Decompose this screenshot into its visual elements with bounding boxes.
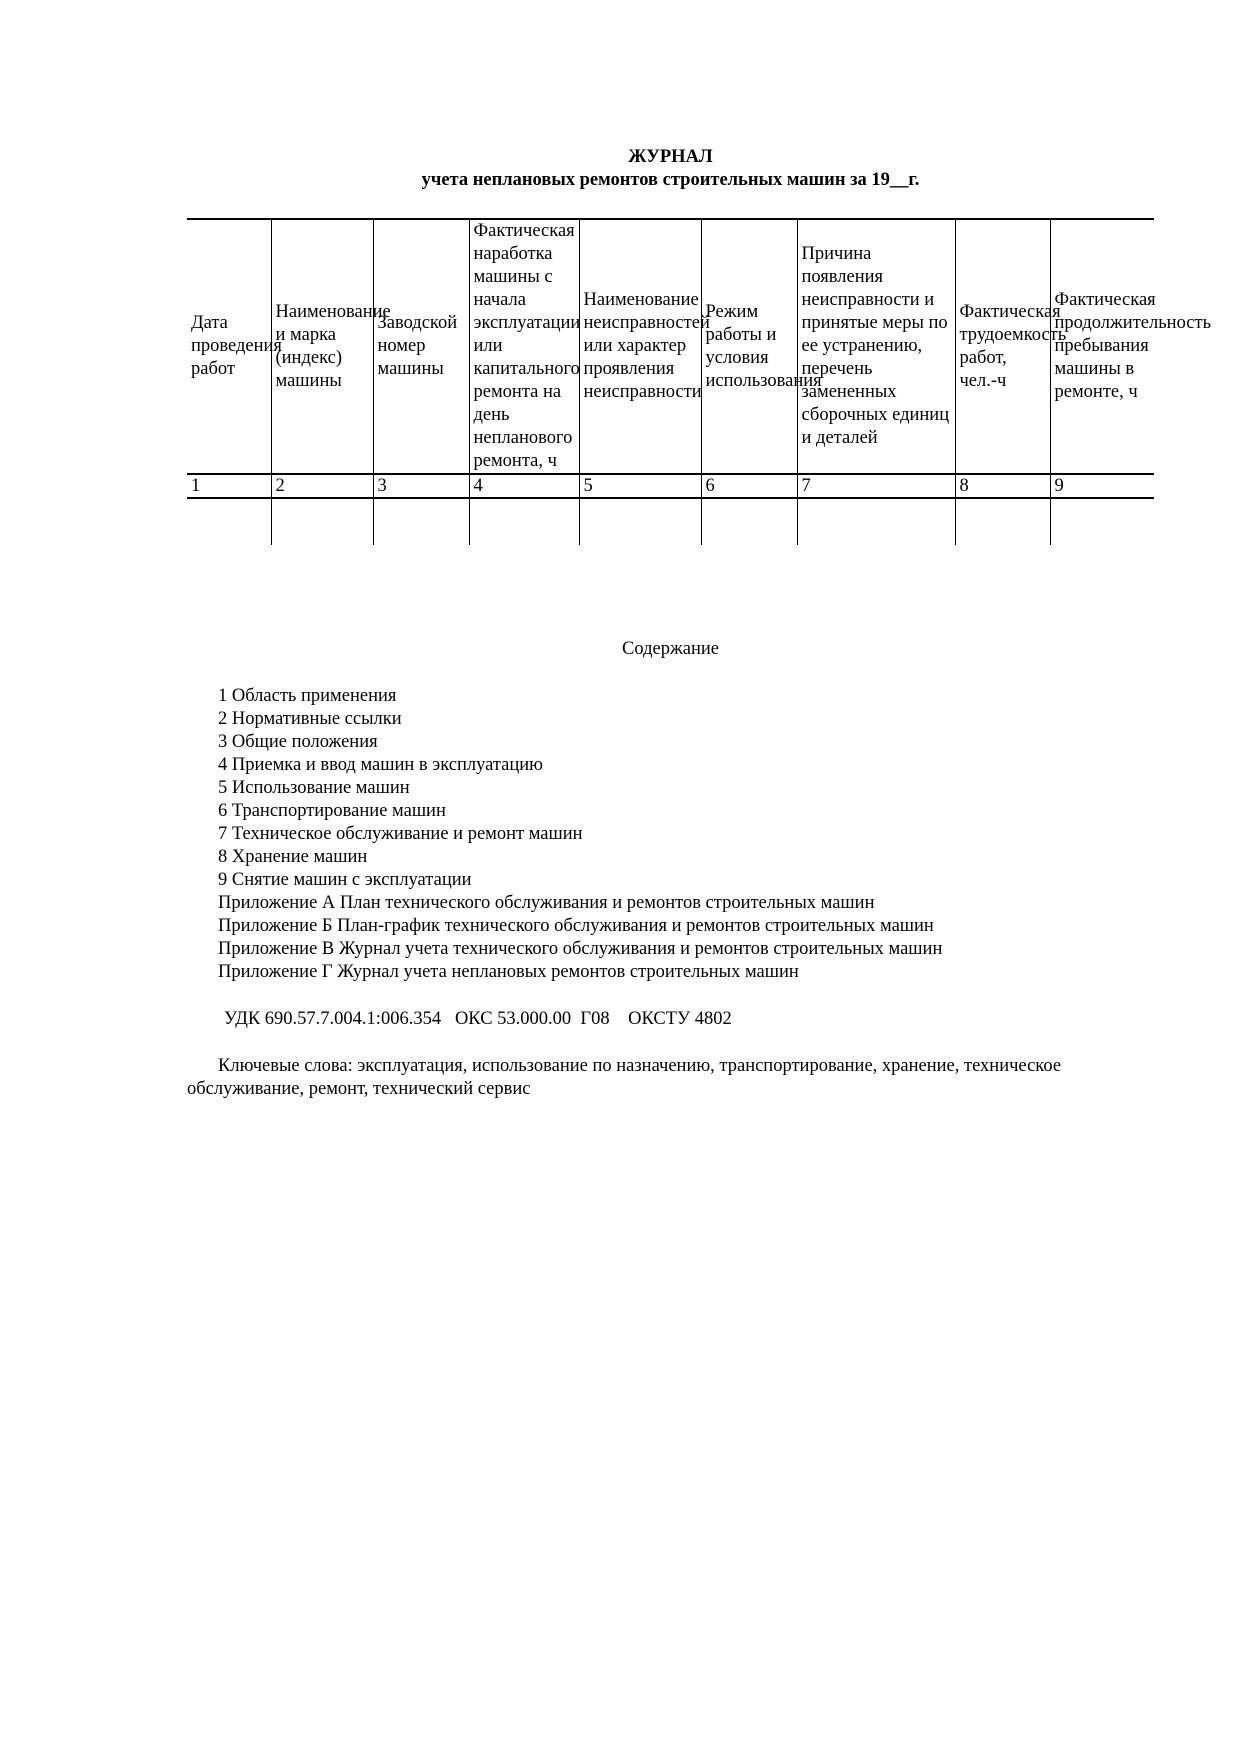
column-number: 3 (373, 474, 469, 498)
column-number: 4 (469, 474, 579, 498)
contents-item: 9 Снятие машин с эксплуатации (218, 870, 472, 890)
header-work-mode: Режим работы и условия использования (701, 219, 797, 474)
table-cell (797, 498, 955, 545)
header-serial-number: Заводской номер машины (373, 219, 469, 474)
contents-item: Приложение Г Журнал учета неплановых ремонтов строительных машин (218, 962, 799, 982)
table-cell (701, 498, 797, 545)
table-cell (579, 498, 701, 545)
contents-item: 4 Приемка и ввод машин в эксплуатацию (218, 755, 543, 775)
table-cell (1050, 498, 1154, 545)
journal-title: ЖУРНАЛ (628, 147, 713, 167)
header-fault-name: Наименование неисправностей или характер проявления неисправности (579, 219, 701, 474)
table-header-row (187, 219, 1154, 474)
header-repair-duration: Фактическая продолжительность пребывания машины в ремонте, ч (1050, 219, 1154, 474)
header-machine-name: Наименование и марка (индекс) машины (271, 219, 373, 474)
contents-item: Приложение В Журнал учета технического обслуживания и ремонтов строительных машин (218, 939, 943, 959)
header-fault-cause: Причина появления неисправности и принятые меры по ее устранению, перечень замененных сборочных единиц и деталей (797, 219, 955, 474)
column-number: 2 (271, 474, 373, 498)
contents-item: Приложение А План технического обслуживания и ремонтов строительных машин (218, 893, 875, 913)
column-number: 1 (187, 474, 271, 498)
empty-table-row (187, 498, 1154, 545)
contents-item: 7 Техническое обслуживание и ремонт машин (218, 824, 583, 844)
table-cell (187, 498, 271, 545)
column-number-row (187, 474, 1154, 498)
header-labor-intensity: Фактическая трудоемкость работ, чел.-ч (955, 219, 1050, 474)
contents-item: 6 Транспортирование машин (218, 801, 446, 821)
classification-codes: УДК 690.57.7.004.1:006.354 ОКС 53.000.00 Г08 ОКСТУ 4802 (224, 1009, 732, 1029)
header-operating-time: Фактическая наработка машины с начала эксплуатации или капитального ремонта на день непланового ремонта, ч (469, 219, 579, 474)
header-date: Дата проведения работ (187, 219, 271, 474)
journal-title-block (187, 146, 1154, 192)
contents-item: 3 Общие положения (218, 732, 378, 752)
column-number: 9 (1050, 474, 1154, 498)
contents-item: 8 Хранение машин (218, 847, 368, 867)
contents-item: 2 Нормативные ссылки (218, 709, 402, 729)
column-number: 5 (579, 474, 701, 498)
keywords-paragraph: Ключевые слова: эксплуатация, использование по назначению, транспортирование, хранение, техническое обслуживание, ремонт, технический сервис (187, 1056, 1062, 1099)
contents-item: 1 Область применения (218, 686, 397, 706)
table-cell (469, 498, 579, 545)
contents-item: 5 Использование машин (218, 778, 410, 798)
contents-item: Приложение Б План-график технического обслуживания и ремонтов строительных машин (218, 916, 934, 936)
journal-table (187, 218, 1212, 545)
table-cell (955, 498, 1050, 545)
column-number: 8 (955, 474, 1050, 498)
column-number: 6 (701, 474, 797, 498)
journal-subtitle: учета неплановых ремонтов строительных машин за 19__г. (421, 170, 920, 190)
table-cell (373, 498, 469, 545)
contents-title: Содержание (622, 639, 719, 659)
table-cell (271, 498, 373, 545)
column-number: 7 (797, 474, 955, 498)
contents-list (218, 685, 942, 984)
